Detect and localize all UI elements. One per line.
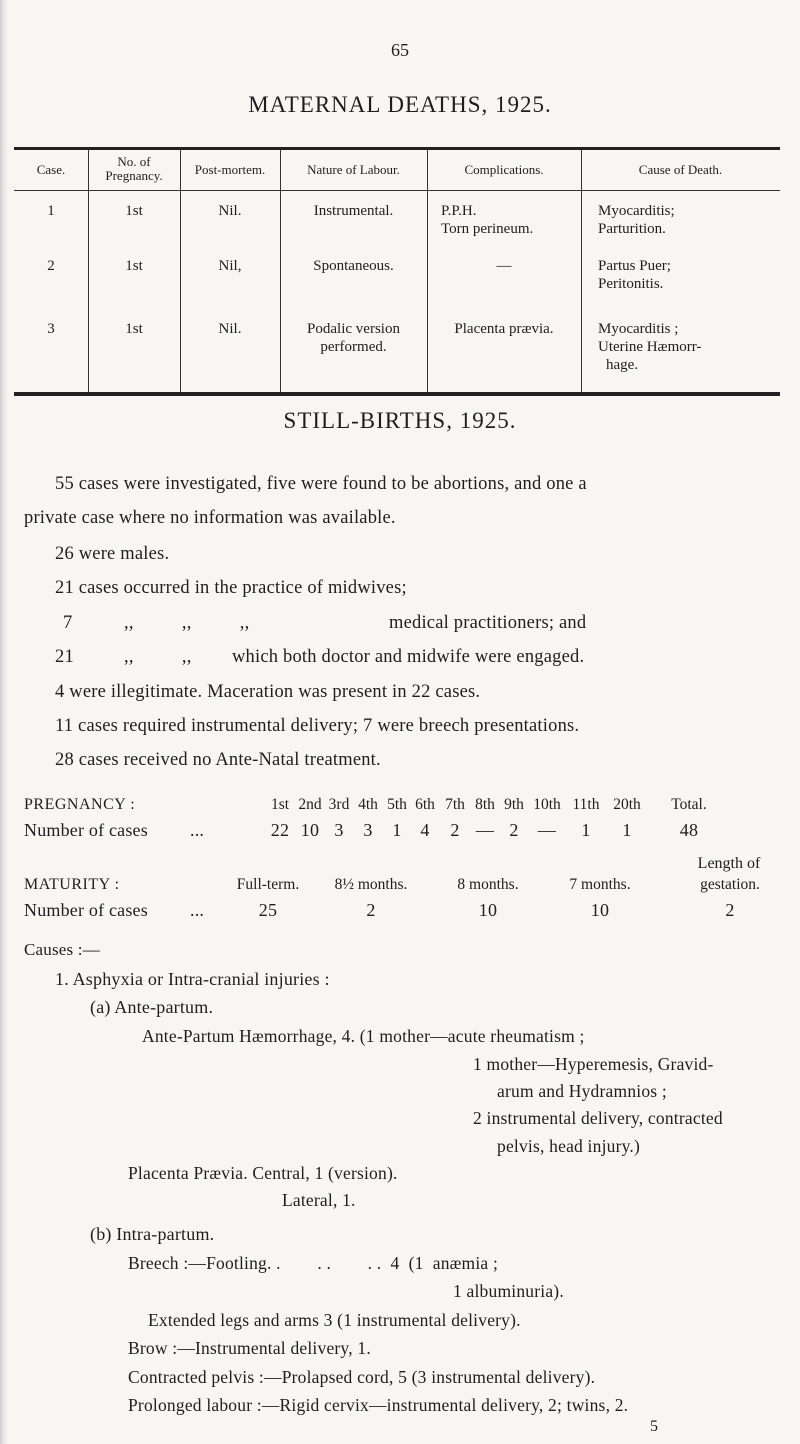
pregnancy-column-header: 10th [533, 796, 561, 813]
pregnancy-column-header: 1st [270, 796, 290, 813]
paragraph: private case where no information was available. [24, 508, 396, 528]
maturity-column-header: Full-term. [236, 876, 300, 893]
pregnancy-column-header: 9th [504, 796, 524, 813]
table-header-rule [14, 190, 780, 191]
cell-labour: performed. [320, 339, 387, 355]
pregnancy-value: 10 [300, 820, 320, 840]
header-postmortem: Post-mortem. [194, 162, 266, 177]
header-labour: Nature of Labour. [307, 162, 400, 177]
cause-detail: 2 instrumental delivery, contracted [473, 1108, 723, 1128]
pregnancy-column-header: 11th [572, 796, 600, 813]
cause-detail: Brow :—Instrumental delivery, 1. [128, 1338, 371, 1358]
cell-postmortem: Nil. [218, 203, 242, 219]
cell-case: 1 [47, 203, 55, 219]
pregnancy-value: 4 [420, 820, 430, 840]
maturity-row-label: Number of cases [24, 900, 148, 920]
maturity-column-header: 8 months. [457, 876, 519, 893]
pregnancy-row-label: Number of cases [24, 820, 148, 840]
maturity-header-extra: Length of [697, 855, 761, 872]
stat-line: which both doctor and midwife were engaged. [232, 647, 585, 667]
cell-postmortem: Nil. [218, 321, 242, 337]
cell-postmortem: Nil, [218, 258, 242, 274]
cell-complications: — [496, 258, 512, 274]
pregnancy-value: 3 [363, 820, 373, 840]
stat-line: 26 were males. [55, 544, 170, 564]
cell-labour: Podalic version [307, 321, 400, 337]
cell-cause: Peritonitis. [598, 276, 664, 292]
page-title: MATERNAL DEATHS, 1925. [248, 92, 552, 117]
stat-line: 4 were illegitimate. Maceration was present in 22 cases. [55, 682, 481, 702]
cell-labour: Spontaneous. [313, 258, 394, 274]
cell-pregnancy: 1st [125, 258, 143, 274]
maturity-value: 25 [258, 900, 278, 920]
pregnancy-column-header: 2nd [298, 796, 322, 813]
cause-item: 1. Asphyxia or Intra-cranial injuries : [55, 969, 330, 989]
pregnancy-value: 2 [450, 820, 460, 840]
maturity-value: 2 [725, 900, 735, 920]
maturity-column-header: gestation. [700, 876, 760, 893]
pregnancy-column-header: 3rd [328, 796, 350, 813]
cell-cause: Parturition. [598, 221, 666, 237]
maturity-value: 2 [366, 900, 376, 920]
maturity-value: 10 [590, 900, 610, 920]
pregnancy-label: PREGNANCY : [24, 796, 136, 813]
stat-line: 21 cases occurred in the practice of midwives; [55, 578, 407, 598]
pregnancy-column-header: 5th [387, 796, 407, 813]
pregnancy-column-header: 8th [475, 796, 495, 813]
dots: ... [190, 900, 205, 920]
pregnancy-column-header: 4th [358, 796, 378, 813]
column-divider [581, 150, 582, 392]
pregnancy-value: 2 [509, 820, 519, 840]
header-complications: Complications. [464, 162, 544, 177]
pregnancy-value: 48 [679, 820, 699, 840]
pregnancy-column-header: 7th [445, 796, 465, 813]
cause-detail: 1 mother—Hyperemesis, Gravid- [473, 1054, 714, 1074]
cell-labour: Instrumental. [313, 203, 394, 219]
cause-detail: Breech :—Footling. . . . . . 4 (1 anæmia ; [128, 1253, 499, 1273]
stat-line: medical practitioners; and [389, 613, 587, 633]
ditto-marks: ,, ,, ,, [124, 613, 250, 633]
cause-detail: 1 albuminuria). [453, 1281, 564, 1301]
cause-detail: Extended legs and arms 3 (1 instrumental delivery). [148, 1310, 521, 1330]
header-cause: Cause of Death. [638, 162, 723, 177]
causes-heading: Causes :— [24, 940, 100, 959]
pregnancy-value: 1 [581, 820, 591, 840]
header-pregnancy: No. of Pregnancy. [105, 154, 163, 183]
cell-pregnancy: 1st [125, 321, 143, 337]
stat-line: 28 cases received no Ante-Natal treatment. [55, 750, 381, 770]
cause-detail: Contracted pelvis :—Prolapsed cord, 5 (3 instrumental delivery). [128, 1367, 596, 1387]
pregnancy-column-header: 6th [415, 796, 435, 813]
pregnancy-value: 1 [392, 820, 402, 840]
cell-cause: hage. [606, 357, 639, 373]
paragraph: 55 cases were investigated, five were found to be abortions, and one a [55, 474, 587, 494]
cause-detail: pelvis, head injury.) [497, 1136, 641, 1156]
cell-cause: Partus Puer; [598, 258, 671, 274]
cell-complications: Torn perineum. [441, 221, 534, 237]
cell-cause: Myocarditis; [598, 203, 675, 219]
cause-detail: Lateral, 1. [282, 1190, 356, 1210]
pregnancy-column-header: 20th [613, 796, 641, 813]
stat-line: 11 cases required instrumental delivery; 7 were breech presentations. [55, 716, 580, 736]
pregnancy-value: 1 [622, 820, 632, 840]
maturity-label: MATURITY : [24, 876, 120, 893]
header-case: Case. [36, 162, 66, 177]
maturity-column-header: 7 months. [569, 876, 631, 893]
cause-detail: arum and Hydramnios ; [497, 1081, 667, 1101]
cell-case: 2 [47, 258, 55, 274]
page-edge-shadow [0, 0, 8, 1444]
stat-line-number: 21 [55, 647, 74, 667]
cell-cause: Uterine Hæmorr- [598, 339, 702, 355]
cell-complications: P.P.H. [441, 203, 477, 219]
pregnancy-value: — [475, 820, 495, 840]
dots: ... [190, 820, 205, 840]
footer-number: 5 [650, 1418, 659, 1435]
pregnancy-column-header: Total. [671, 796, 707, 813]
cell-cause: Myocarditis ; [598, 321, 679, 337]
maturity-column-header: 8½ months. [334, 876, 408, 893]
table-bottom-rule [14, 392, 780, 396]
cause-detail: Placenta Prævia. Central, 1 (version). [128, 1163, 398, 1183]
pregnancy-value: — [537, 820, 557, 840]
section-title-stillbirths: STILL-BIRTHS, 1925. [283, 408, 517, 433]
cell-complications: Placenta prævia. [454, 321, 554, 337]
maturity-value: 10 [478, 900, 498, 920]
ditto-marks: ,, ,, [124, 647, 192, 667]
page-number: 65 [391, 40, 409, 60]
cause-subheading: (b) Intra-partum. [90, 1224, 215, 1244]
cause-detail: Ante-Partum Hæmorrhage, 4. (1 mother—acute rheumatism ; [142, 1026, 585, 1046]
stat-line-number: 7 [63, 613, 73, 633]
cause-detail: Prolonged labour :—Rigid cervix—instrumental delivery, 2; twins, 2. [128, 1395, 629, 1415]
pregnancy-value: 3 [334, 820, 344, 840]
table-top-rule [14, 147, 780, 150]
cause-subheading: (a) Ante-partum. [90, 997, 214, 1017]
cell-pregnancy: 1st [125, 203, 143, 219]
pregnancy-value: 22 [270, 820, 290, 840]
cell-case: 3 [47, 321, 55, 337]
